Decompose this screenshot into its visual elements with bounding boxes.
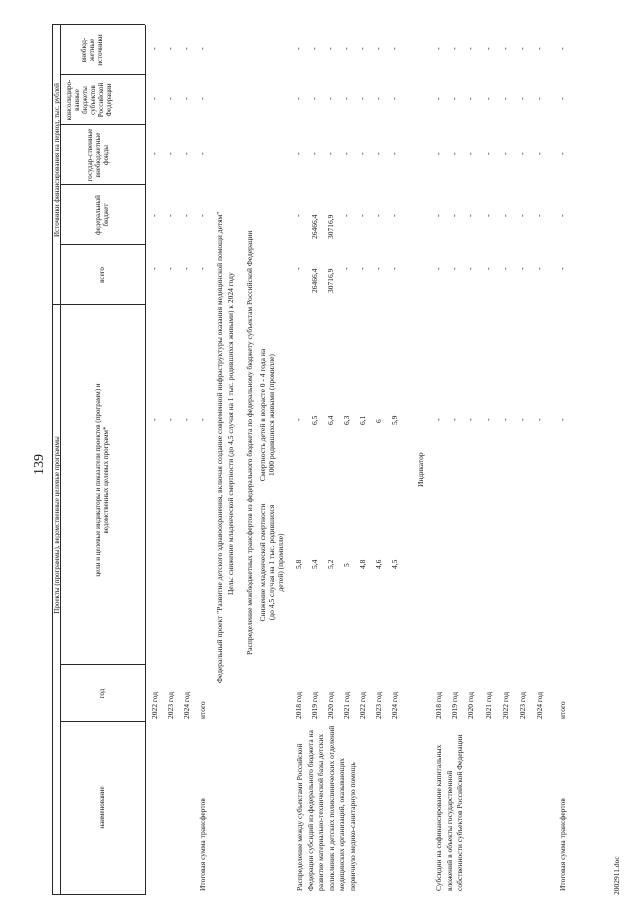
indicator-child-mortality: Смертность детей в возрасте 0 - 4 года на 1000 родившихся живыми (промилле) bbox=[258, 348, 276, 482]
indicator1-value: 5,8 bbox=[294, 559, 303, 569]
funds-value: - bbox=[182, 152, 191, 155]
regional-value: - bbox=[342, 97, 351, 100]
indicator2-value: 6 bbox=[374, 419, 383, 423]
funds-value: - bbox=[310, 152, 319, 155]
indicator1-value: 4,5 bbox=[390, 559, 399, 569]
funds-value: - bbox=[466, 152, 475, 155]
header-group-projects: Проекты (программы), ведомственные целевые программы bbox=[53, 436, 61, 614]
federal-value: - bbox=[484, 214, 493, 217]
offbudget-value: - bbox=[358, 47, 367, 50]
table-row-year: 2021 год bbox=[342, 691, 351, 719]
header-goals: цели и целевые индикаторы и показатели проектов (программ) и ведомственных целевых программ* bbox=[94, 383, 110, 577]
regional-value: - bbox=[182, 97, 191, 100]
offbudget-value: - bbox=[518, 47, 527, 50]
indicator2-value: 6,4 bbox=[326, 415, 335, 425]
federal-value: - bbox=[294, 214, 303, 217]
offbudget-value: - bbox=[166, 47, 175, 50]
indicator2-value: 6,5 bbox=[310, 415, 319, 425]
federal-value: - bbox=[535, 214, 544, 217]
total-value: - bbox=[342, 267, 351, 270]
federal-value: - bbox=[434, 214, 443, 217]
total-value: - bbox=[450, 267, 459, 270]
table-row-year: 2023 год bbox=[166, 691, 175, 719]
offbudget-value: - bbox=[182, 47, 191, 50]
goal-value: - bbox=[484, 418, 493, 421]
header-total: всего bbox=[98, 267, 106, 283]
table-row-year: 2018 год bbox=[434, 691, 443, 719]
indicator2-value: 6,1 bbox=[358, 415, 367, 425]
regional-value: - bbox=[294, 97, 303, 100]
header-federal: федеральный бюджет bbox=[94, 195, 110, 235]
total-value: 30716,9 bbox=[326, 268, 335, 293]
table-row-year: итого bbox=[558, 701, 567, 719]
federal-value: - bbox=[518, 214, 527, 217]
total-value: - bbox=[501, 267, 510, 270]
regional-value: - bbox=[558, 97, 567, 100]
total-value: - bbox=[182, 267, 191, 270]
transfer-total-label: Итоговая сумма трансфертов bbox=[558, 798, 567, 891]
goal-value: - bbox=[518, 418, 527, 421]
federal-value: - bbox=[558, 214, 567, 217]
regional-value: - bbox=[310, 97, 319, 100]
block2-name: Субсидии на софинансирование капитальных вложений в объекты государственной собственности субъектов Российской Федерации bbox=[434, 734, 464, 891]
goal-value: - bbox=[450, 418, 459, 421]
table-row-year: 2024 год bbox=[182, 691, 191, 719]
regional-value: - bbox=[358, 97, 367, 100]
regional-value: - bbox=[374, 97, 383, 100]
offbudget-value: - bbox=[484, 47, 493, 50]
total-value: - bbox=[518, 267, 527, 270]
table-row-year: 2020 год bbox=[466, 691, 475, 719]
federal-value: - bbox=[450, 214, 459, 217]
offbudget-value: - bbox=[466, 47, 475, 50]
regional-value: - bbox=[434, 97, 443, 100]
funds-value: - bbox=[326, 152, 335, 155]
project-title: Федеральный проект "Развитие детского здравоохранения, включая создание современной инфраструктуры оказания медицинской помощи детям" bbox=[215, 211, 224, 683]
offbudget-value: - bbox=[326, 47, 335, 50]
indicator-label: Индикатор bbox=[416, 452, 425, 487]
indicator1-value: 4,8 bbox=[358, 559, 367, 569]
total-value: - bbox=[535, 267, 544, 270]
total-value: - bbox=[484, 267, 493, 270]
funds-value: - bbox=[358, 152, 367, 155]
page-number: 139 bbox=[32, 454, 47, 475]
header-state-funds: государ-ственные внебюджетные фонды bbox=[86, 128, 110, 182]
total-value: - bbox=[198, 267, 207, 270]
indicator2-value: 6,3 bbox=[342, 415, 351, 425]
goal-value: - bbox=[150, 418, 159, 421]
header-regional: консолидиро-ванные бюджеты субъектов Российской Федерации bbox=[65, 79, 113, 121]
offbudget-value: - bbox=[294, 47, 303, 50]
goal-value: - bbox=[434, 418, 443, 421]
funds-value: - bbox=[166, 152, 175, 155]
goal-value: - bbox=[558, 418, 567, 421]
regional-value: - bbox=[484, 97, 493, 100]
indicator1-value: 4,6 bbox=[374, 559, 383, 569]
table-row-year: 2020 год bbox=[326, 691, 335, 719]
total-value: - bbox=[466, 267, 475, 270]
total-value: - bbox=[150, 267, 159, 270]
header-group-sources: Источники финансирования на период, тыс. рублей bbox=[53, 83, 61, 237]
federal-value: - bbox=[198, 214, 207, 217]
indicator1-value: 5 bbox=[342, 563, 351, 567]
indicator-infant-mortality: Снижение младенческой смертности (до 4,5 случая на 1 тыс. родившихся детей) (промилле) bbox=[258, 503, 285, 622]
funds-value: - bbox=[501, 152, 510, 155]
total-value: - bbox=[374, 267, 383, 270]
federal-value: - bbox=[342, 214, 351, 217]
funds-value: - bbox=[558, 152, 567, 155]
table-row-year: 2022 год bbox=[150, 691, 159, 719]
offbudget-value: - bbox=[535, 47, 544, 50]
table-row-year: 2023 год bbox=[374, 691, 383, 719]
footer-filename: 2002911.doc bbox=[612, 856, 621, 895]
table-row-year: 2022 год bbox=[501, 691, 510, 719]
federal-value: - bbox=[390, 214, 399, 217]
total-value: - bbox=[390, 267, 399, 270]
federal-value: - bbox=[166, 214, 175, 217]
table-row-year: итого bbox=[198, 701, 207, 719]
regional-value: - bbox=[501, 97, 510, 100]
goal-value: - bbox=[501, 418, 510, 421]
total-value: - bbox=[358, 267, 367, 270]
offbudget-value: - bbox=[150, 47, 159, 50]
total-value: - bbox=[434, 267, 443, 270]
funds-value: - bbox=[484, 152, 493, 155]
table-row-year: 2023 год bbox=[518, 691, 527, 719]
funds-value: - bbox=[342, 152, 351, 155]
federal-value: - bbox=[358, 214, 367, 217]
project-section: Распределение межбюджетных трансфертов из федерального бюджета по федеральному бюджету субъектам Российской Федерации bbox=[245, 230, 254, 655]
funds-value: - bbox=[535, 152, 544, 155]
regional-value: - bbox=[518, 97, 527, 100]
indicator2-value: - bbox=[294, 418, 303, 421]
table-row-year: 2024 год bbox=[535, 691, 544, 719]
regional-value: - bbox=[198, 97, 207, 100]
table-row-year: 2022 год bbox=[358, 691, 367, 719]
offbudget-value: - bbox=[501, 47, 510, 50]
offbudget-value: - bbox=[198, 47, 207, 50]
funds-value: - bbox=[434, 152, 443, 155]
funds-value: - bbox=[294, 152, 303, 155]
federal-value: - bbox=[466, 214, 475, 217]
funds-value: - bbox=[150, 152, 159, 155]
goal-value: - bbox=[182, 418, 191, 421]
header-name: наименование bbox=[98, 786, 106, 829]
project-goal: Цель: снижение младенческой смертности (до 4,5 случая на 1 тыс. родившихся живыми) к 2024 году bbox=[226, 272, 235, 595]
federal-value: 26466,4 bbox=[310, 214, 319, 239]
table-row-year: 2024 год bbox=[390, 691, 399, 719]
total-value: - bbox=[294, 267, 303, 270]
header-year: год bbox=[98, 688, 106, 699]
federal-value: - bbox=[182, 214, 191, 217]
indicator1-value: 5,4 bbox=[310, 559, 319, 569]
offbudget-value: - bbox=[558, 47, 567, 50]
table-row-year: 2019 год bbox=[450, 691, 459, 719]
indicator2-value: 5,9 bbox=[390, 415, 399, 425]
offbudget-value: - bbox=[342, 47, 351, 50]
total-value: - bbox=[166, 267, 175, 270]
funds-value: - bbox=[374, 152, 383, 155]
funds-value: - bbox=[518, 152, 527, 155]
total-value: - bbox=[558, 267, 567, 270]
goal-value: - bbox=[466, 418, 475, 421]
total-value: 26466,4 bbox=[310, 268, 319, 293]
regional-value: - bbox=[535, 97, 544, 100]
table-row-year: 2018 год bbox=[294, 691, 303, 719]
table-row-year: 2021 год bbox=[484, 691, 493, 719]
funds-value: - bbox=[198, 152, 207, 155]
goal-value: - bbox=[166, 418, 175, 421]
regional-value: - bbox=[166, 97, 175, 100]
header-offbudget: внебюд-жетные источники bbox=[80, 34, 104, 66]
table-row-year: 2019 год bbox=[310, 691, 319, 719]
offbudget-value: - bbox=[390, 47, 399, 50]
offbudget-value: - bbox=[374, 47, 383, 50]
goal-value: - bbox=[535, 418, 544, 421]
regional-value: - bbox=[390, 97, 399, 100]
regional-value: - bbox=[150, 97, 159, 100]
federal-value: 30716,9 bbox=[326, 214, 335, 239]
offbudget-value: - bbox=[434, 47, 443, 50]
federal-value: - bbox=[150, 214, 159, 217]
transfer-total-label: Итоговая сумма трансфертов bbox=[198, 798, 207, 891]
offbudget-value: - bbox=[450, 47, 459, 50]
regional-value: - bbox=[326, 97, 335, 100]
funds-value: - bbox=[390, 152, 399, 155]
goal-value: - bbox=[198, 418, 207, 421]
federal-value: - bbox=[374, 214, 383, 217]
offbudget-value: - bbox=[310, 47, 319, 50]
block1-name: Распределение между субъектами Российской Федерации субсидий из федерального бюджета на развитие материально-технической базы детских поликлиник и детских поликлинических отделений медицинских организаций, оказывающих первичную медико-санитарную помощь bbox=[295, 725, 357, 891]
federal-value: - bbox=[501, 214, 510, 217]
regional-value: - bbox=[466, 97, 475, 100]
regional-value: - bbox=[450, 97, 459, 100]
funds-value: - bbox=[450, 152, 459, 155]
indicator1-value: 5,2 bbox=[326, 559, 335, 569]
